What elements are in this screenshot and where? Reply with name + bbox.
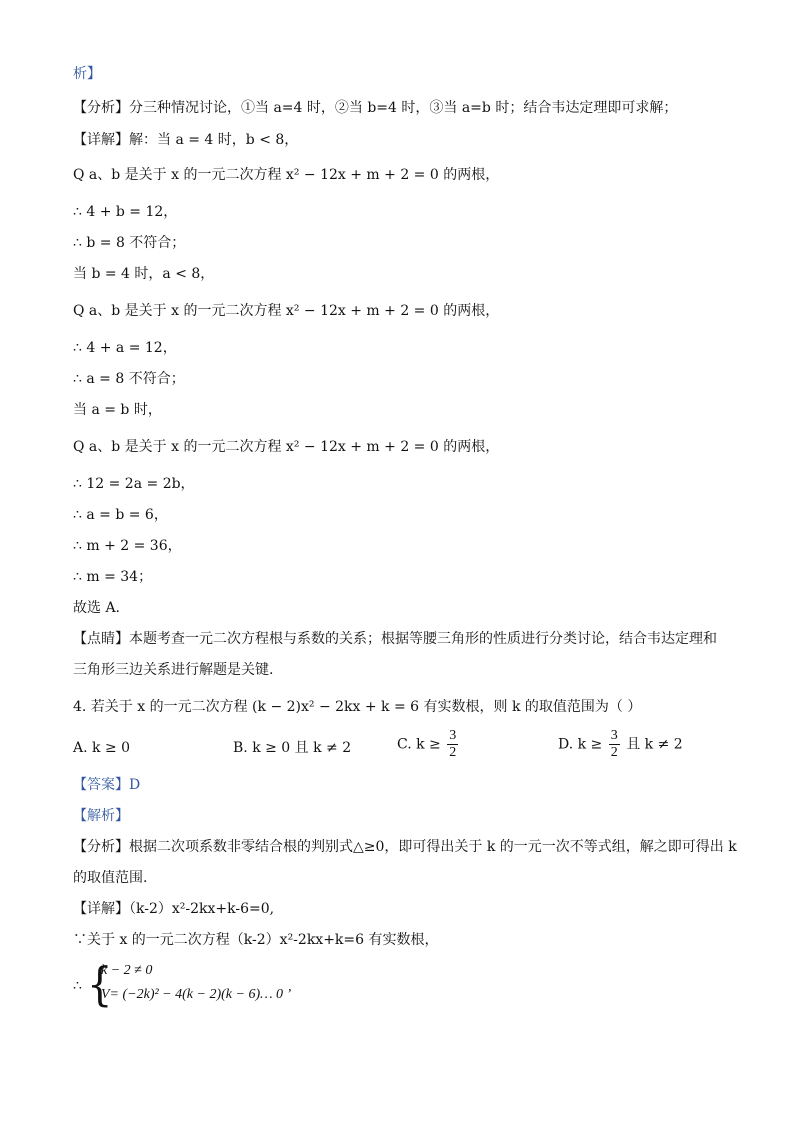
text-line: ∴ b = 8 不符合；: [73, 235, 186, 251]
text-line: ∴ 4 + b = 12，: [73, 204, 178, 220]
text-line: 【详解】（k-2）x²-2kx+k-6=0,: [73, 901, 275, 917]
text-line: ∴ a = 8 不符合；: [73, 371, 185, 387]
option-a: A. k ≥ 0: [73, 740, 131, 756]
text-line: 【分析】根据二次项系数非零结合根的判别式△≥0，即可得出关于 k 的一元一次不等式组，解之即可得出 k: [73, 839, 737, 855]
text-line: 【分析】分三种情况讨论，①当 a=4 时，②当 b=4 时，③当 a=b 时；结合韦达定理即可求解；: [73, 100, 678, 116]
text-line: ∴ 4 + a = 12，: [73, 340, 177, 356]
answer-label: 【答案】D: [73, 777, 141, 793]
text-line: 当 a = b 时，: [73, 402, 162, 418]
text-line: ∴ m + 2 = 36，: [73, 538, 182, 554]
text-line: 析】: [73, 66, 101, 82]
text-line: 当 b = 4 时，a < 8，: [73, 266, 215, 282]
option-b: B. k ≥ 0 且 k ≠ 2: [233, 740, 352, 756]
option-d: D. k ≥ $\frac{3}{2}$ 且 k ≠ 2: [558, 728, 683, 760]
text-line: 【点睛】本题考查一元二次方程根与系数的关系；根据等腰三角形的性质进行分类讨论，结合韦达定理和: [73, 631, 717, 647]
left-brace: {: [87, 958, 113, 1012]
text-line: ∴ 12 = 2a = 2b，: [73, 476, 195, 492]
fraction: $\frac{3}{2}$: [610, 728, 618, 760]
fraction: $\frac{3}{2}$: [449, 728, 457, 760]
text-line: ∴ a = b = 6，: [73, 507, 168, 523]
analysis-heading: 【解析】: [73, 808, 129, 824]
text-line: Q a、b 是关于 x 的一元二次方程 x² − 12x + m + 2 = 0 的两根，: [73, 439, 500, 455]
text-line: 【详解】解：当 a = 4 时，b < 8，: [73, 132, 299, 148]
inequality-system: ∴ { k − 2 ≠ 0 V= (−2k)² − 4(k − 2)(k − 6)… 0 ’: [73, 958, 292, 1012]
text-line: 故选 A.: [73, 600, 121, 616]
text-line: 的取值范围.: [73, 870, 148, 886]
text-line: ∴ m = 34；: [73, 569, 153, 585]
question-stem: 4. 若关于 x 的一元二次方程 (k − 2)x² − 2kx + k = 6 有实数根，则 k 的取值范围为（ ）: [73, 699, 642, 715]
text-line: Q a、b 是关于 x 的一元二次方程 x² − 12x + m + 2 = 0 的两根，: [73, 303, 500, 319]
text-line: ∵关于 x 的一元二次方程（k-2）x²-2kx+k=6 有实数根，: [73, 932, 439, 948]
text-line: Q a、b 是关于 x 的一元二次方程 x² − 12x + m + 2 = 0 的两根，: [73, 167, 500, 183]
option-c: C. k ≥ $\frac{3}{2}$: [397, 728, 457, 760]
text-line: 三角形三边关系进行解题是关键.: [73, 662, 274, 678]
